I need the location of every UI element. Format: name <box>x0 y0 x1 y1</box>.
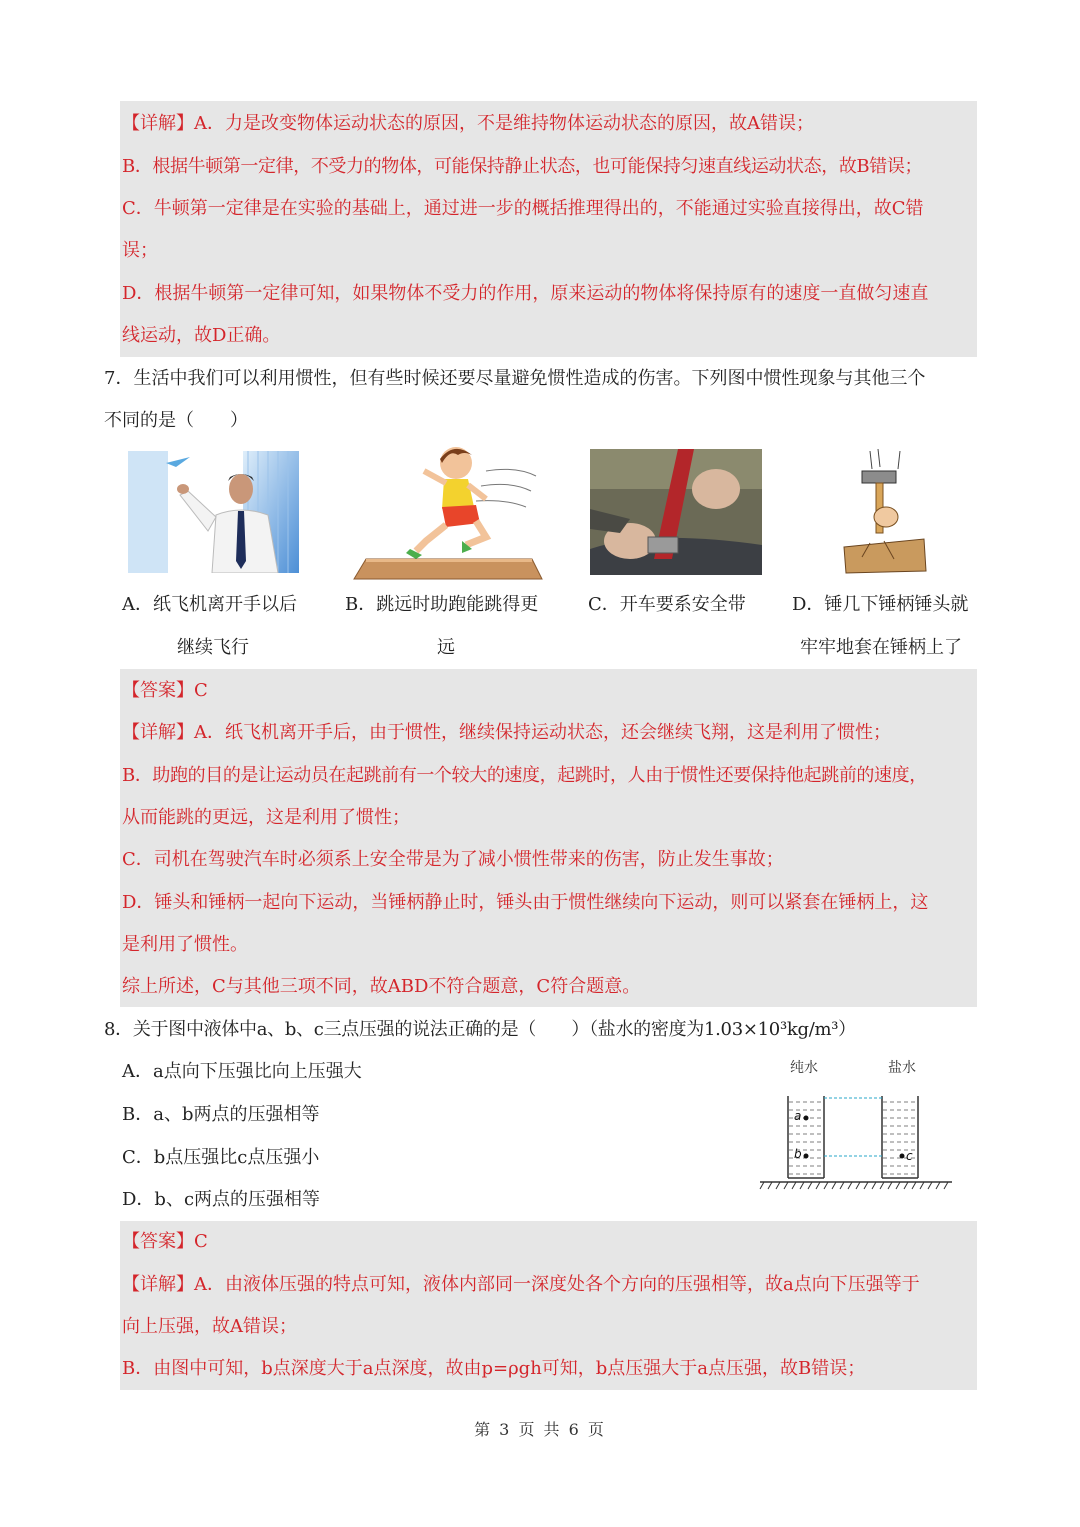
pure-water-label: 纯水 <box>790 1060 818 1076</box>
detail-line: D．锤头和锤柄一起向下运动，当锤柄静止时，锤头由于惯性继续向下运动，则可以紧套在锤柄上，这 <box>122 892 929 913</box>
detail-line: 【详解】A．纸飞机离开手后，由于惯性，继续保持运动状态，还会继续飞翔，这是利用了惯性； <box>122 722 891 743</box>
detail-block-6 <box>120 101 977 357</box>
detail-line: 【详解】A．力是改变物体运动状态的原因，不是维持物体运动状态的原因，故A错误； <box>122 113 814 134</box>
detail-line: 【详解】A．由液体压强的特点可知，液体内部同一深度处各个方向的压强相等，故a点向下压强等于 <box>122 1274 920 1295</box>
page-number: 第 3 页 共 6 页 <box>474 1420 606 1439</box>
detail-line: C．司机在驾驶汽车时必须系上安全带是为了减小惯性带来的伤害，防止发生事故； <box>122 849 784 870</box>
question-7-stem: 不同的是（ ） <box>104 410 248 431</box>
q8-option-d: D．b、c两点的压强相等 <box>122 1189 321 1210</box>
detail-line: B．由图中可知，b点深度大于a点深度，故由p=ρgh可知，b点压强大于a点压强，故B错误； <box>122 1358 866 1379</box>
option-b-image <box>346 441 546 581</box>
detail-line: 从而能跳的更远，这是利用了惯性； <box>122 807 410 828</box>
q8-option-a: A．a点向下压强比向上压强大 <box>122 1061 362 1082</box>
detail-line: 误； <box>122 240 158 261</box>
point-c-label: c <box>906 1149 913 1163</box>
detail-line: 综上所述，C与其他三项不同，故ABD不符合题意，C符合题意。 <box>122 976 641 997</box>
option-c-image <box>590 449 762 575</box>
detail-line: 线运动，故D正确。 <box>122 325 281 346</box>
detail-line: 向上压强，故A错误； <box>122 1316 297 1337</box>
detail-line: B．助跑的目的是让运动员在起跳前有一个较大的速度，起跳时，人由于惯性还要保持他起跳前的速度， <box>122 765 927 786</box>
detail-line: B．根据牛顿第一定律，不受力的物体，可能保持静止状态，也可能保持匀速直线运动状态，故B错误； <box>122 156 923 177</box>
option-b-label: 远 <box>437 637 455 658</box>
liquid-containers-figure <box>756 1052 956 1192</box>
point-b-label: b <box>794 1147 802 1161</box>
answer-block-7 <box>120 669 977 1007</box>
option-b-label: B．跳远时助跑能跳得更 <box>345 594 539 615</box>
option-d-label: 牢牢地套在锤柄上了 <box>800 637 962 658</box>
detail-line: C．牛顿第一定律是在实验的基础上，通过进一步的概括推理得出的，不能通过实验直接得出，故C错 <box>122 198 924 219</box>
q8-option-b: B．a、b两点的压强相等 <box>122 1104 320 1125</box>
option-c-label: C．开车要系安全带 <box>588 594 746 615</box>
option-d-label: D．锤几下锤柄锤头就 <box>792 594 969 615</box>
q8-option-c: C．b点压强比c点压强小 <box>122 1147 320 1168</box>
option-d-image <box>840 447 930 575</box>
point-a-label: a <box>794 1109 802 1123</box>
detail-line: D．根据牛顿第一定律可知，如果物体不受力的作用，原来运动的物体将保持原有的速度一直做匀速直 <box>122 283 929 304</box>
answer-label: 【答案】C <box>122 1231 208 1252</box>
option-a-image <box>128 451 299 573</box>
option-a-label: 继续飞行 <box>177 637 249 658</box>
answer-label: 【答案】C <box>122 680 208 701</box>
question-8-stem: 8．关于图中液体中a、b、c三点压强的说法正确的是（ ）（盐水的密度为1.03×10³kg/m³） <box>104 1019 856 1040</box>
option-a-label: A．纸飞机离开手以后 <box>122 594 297 615</box>
question-7-stem: 7．生活中我们可以利用惯性，但有些时候还要尽量避免惯性造成的伤害。下列图中惯性现象与其他三个 <box>104 368 926 389</box>
detail-line: 是利用了惯性。 <box>122 934 248 955</box>
salt-water-label: 盐水 <box>888 1060 916 1076</box>
